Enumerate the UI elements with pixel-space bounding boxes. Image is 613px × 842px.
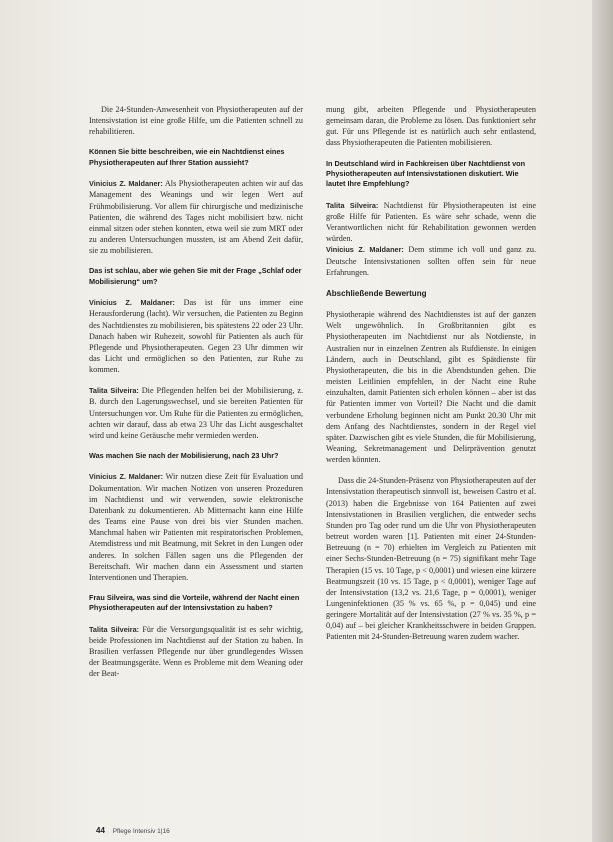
speaker-name: Talita Silveira: [89, 386, 139, 396]
answer-text: Für die Versorgungsqualität ist es sehr wichtig, beide Professionen im Nachtdienst auf der Station zu haben. In Brasilien verfassen Pflegende nur über grundlegendes Wissen der Beatmungsgeräte. Wenn es Probleme mit dem Weaning oder der Beat- [89, 624, 303, 679]
answer-text: Die Pflegenden helfen bei der Mobilisierung, z. B. durch den Lagerungswechsel, und sie bereiten Patienten für Untersuchungen vor. Um Ruhe für die Patienten zu ermöglichen, achten wir darauf, dass ab etwa 23 Uhr das Licht ausgeschaltet wird und keine Geräusche mehr vermieden werden. [89, 386, 304, 440]
intro-paragraph: Die 24-Stunden-Anwesenheit von Physiotherapeuten auf der Intensivstation ist eine große Hilfe, um die Patienten schnell zu rehabilitieren. [89, 105, 303, 137]
answer-text: Wir nutzen diese Zeit für Evaluation und Dokumentation. Wir machen Notizen von unseren Prozeduren im Nachtdienst und wir verwenden, sowie elektronische Datenbank zu dokumentieren. Ab Mitternacht kann eine Hilfe des Teams eine Pause von drei bis vier Stunden machen. Manchmal haben wir Patienten mit respiratorischen Problemen, Atemdistress und mit Beatmung, mit Sekret in den Lungen oder anderes. In solchen Fällen sagen uns die Pflegenden der Bereitschaft. Wir machen dann ein Assessment und starten Interventionen und Therapien. [89, 472, 304, 582]
interview-question: Das ist schlau, aber wie gehen Sie mit der Frage „Schlaf oder Mobilisierung“ um? [89, 266, 302, 286]
continuation-paragraph: mung gibt, arbeiten Pflegende und Physiotherapeuten gemeinsam daran, die Probleme zu lösen. Das funktioniert sehr gut. Für uns Pflegende ist es natürlich auch sehr entlastend, dass Physiotherapeuten die Patienten mobilisieren. [326, 105, 536, 148]
left-column [89, 104, 303, 690]
speaker-name: Vinicius Z. Maldaner: [326, 245, 404, 255]
page-number: 44 [96, 826, 105, 835]
speaker-name: Vinicius Z. Maldaner: [89, 472, 164, 482]
page-footer [96, 826, 170, 835]
speaker-name: Talita Silveira: [326, 200, 379, 210]
qa-block [89, 147, 303, 256]
qa-block [89, 593, 303, 680]
answer-text: Nachtdienst für Physiotherapeuten ist eine große Hilfe für Patienten. Es wäre sehr schade, wenn die Verantwortlichen nicht für Rehabilitation gewonnen werden würden. [326, 200, 537, 244]
interview-question: Frau Silveira, was sind die Vorteile, während der Nacht einen Physiotherapeuten auf der Intensivstation zu haben? [89, 593, 300, 613]
speaker-name: Vinicius Z. Maldaner: [89, 179, 163, 189]
body-paragraph: Physiotherapie während des Nachtdienstes ist auf der ganzen Welt ungewöhnlich. In Großbritannien gibt es Physiotherapeuten im Nachtdienst nur als Notdienste, in Australien nur in einzelnen Zentren als Rufdienste. In einigen Ländern, auch in Deutschland, gibt es Spätdienste für Physiotherapeuten, die bis in die Abendstunden gehen. Die meisten Leitlinien empfehlen, in der Nacht eine Ruhe einzuhalten, damit Patienten sich erholen können – aber ist das für Patienten immer von Vorteil? Die Nacht und die damit verbundene Erholung beginnen nicht am Punkt 20.30 Uhr mit dem Anfang des Nachtdienstes, sondern in der Regel viel später. Dazwischen gibt es viele Stunden, die für Mobilisierung, Weaning, Sekretmanagement und Delirprävention genutzt werden könnten. [326, 310, 536, 465]
answer-text: Dem stimme ich voll und ganz zu. Deutsche Intensivstationen sollten offen sein für neue Erfahrungen. [326, 245, 536, 277]
interview-question: In Deutschland wird in Fachkreisen über Nachtdienst von Physiotherapeuten auf Intensivstationen diskutiert. Wie lautet Ihre Empfehlung? [326, 158, 526, 189]
interview-question: Was machen Sie nach der Mobilisierung, nach 23 Uhr? [89, 451, 279, 461]
interview-question: Können Sie bitte beschreiben, wie ein Nachtdienst eines Physiotherapeuten auf Ihrer Station aussieht? [89, 147, 285, 167]
answer-text: Als Physiotherapeuten achten wir auf das Management des Weanings und wir legen Wert auf Frühmobilisierung. Vor allem für chirurgische und medizinische Patienten, die während des Tages nicht mobilisiert bzw. nicht einmal sitzen oder stehen konnten, etwa weil sie zum MRT oder zu anderen Untersuchungen mussten, ist am Abend Zeit dafür, sie zu mobilisieren. [89, 179, 303, 256]
qa-block [89, 451, 303, 583]
right-column [326, 104, 536, 653]
page-spine-shadow [592, 0, 613, 842]
answer-text: Das ist für uns immer eine Herausforderung (lacht). Wir versuchen, die Patienten zu Beginn des Nachtdienstes zu mobilisieren, bis spätestens 22 oder 23 Uhr. Danach haben wir Ruhezeit, sowohl für Patienten als auch für Pflegende und Physiotherapeuten. Gegen 23 Uhr dimmen wir das Licht und ermöglichen so den Patienten, zur Ruhe zu kommen. [89, 298, 303, 375]
speaker-name: Talita Silveira: [89, 624, 140, 634]
speaker-name: Vinicius Z. Maldaner: [89, 298, 175, 308]
body-paragraph: Dass die 24-Stunden-Präsenz von Physiotherapeuten auf der Intensivstation therapeutisch sinnvoll ist, beweisen Castro et al. (2013) haben die Ergebnisse von 164 Patienten auf zwei Intensivstationen in Brasilien verglichen, die entweder sechs Stunden pro Tag oder rund um die Uhr von Physiotherapeuten betreut worden waren [1]. Patienten mit einer 24-Stunden-Betreuung (n = 70) erhielten im Vergleich zu Patienten mit einer Sechs-Stunden-Betreuung (n = 75) signifikant mehr Tage Therapien (15 vs. 10 Tage, p < 0,0001) und wiesen eine kürzere Beatmungszeit (10 vs. 15 Tage, p < 0,0001), weniger Tage auf der Intensivstation (13,2 vs. 21,6 Tage, p = 0,0001), weniger Lungeninfektionen (35 % vs. 65 %, p = 0,045) und eine geringere Mortalität auf der Intensivstation (27 % vs. 35 %, p = 0,04) auf – bei gleicher Krankheitsschwere in beiden Gruppen. Patienten mit 24-Stunden-Betreuung waren zudem wacher. [326, 476, 536, 642]
section-heading: Abschließende Bewertung [326, 288, 427, 298]
qa-block [326, 159, 536, 278]
qa-block [89, 385, 303, 441]
qa-block [89, 266, 303, 375]
publication-name: Pflege Intensiv 1|16 [112, 828, 170, 835]
